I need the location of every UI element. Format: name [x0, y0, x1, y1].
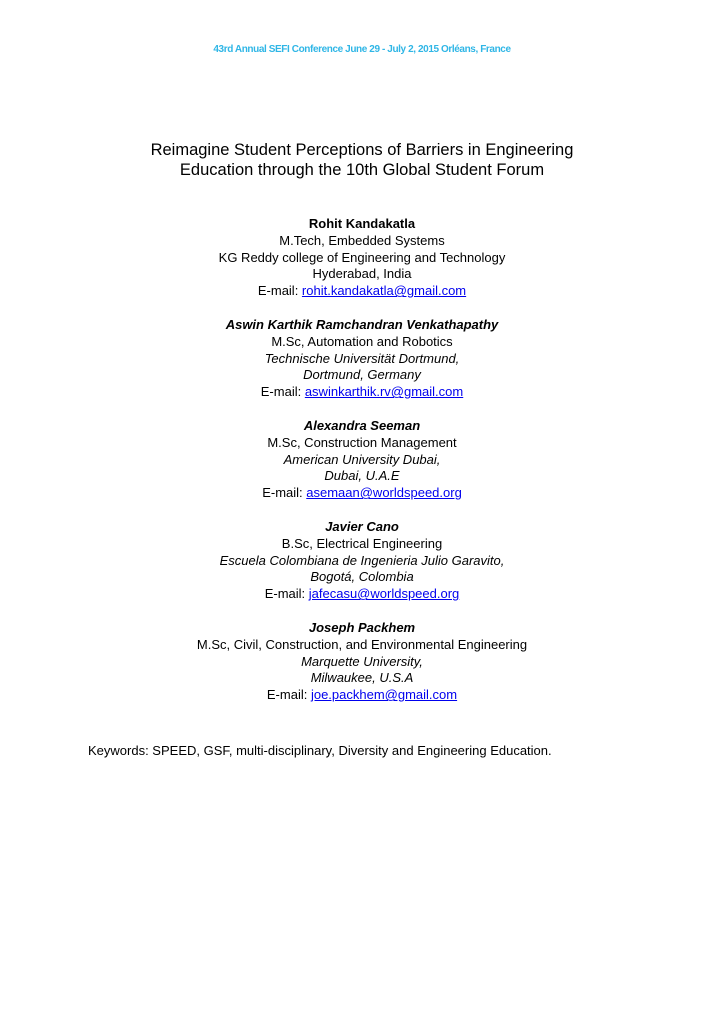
keywords-label: Keywords	[88, 743, 146, 758]
title-line-1: Reimagine Student Perceptions of Barriers in Engineering	[150, 141, 574, 159]
author-name: Alexandra Seeman	[303, 417, 421, 433]
author-block-packhem	[0, 620, 724, 704]
author-email-line	[0, 687, 724, 704]
author-block-cano	[0, 519, 724, 603]
author-location: Bogotá, Colombia	[310, 569, 414, 585]
author-block-venkathapathy	[0, 317, 724, 401]
author-email-line	[0, 283, 724, 300]
keywords-line	[88, 743, 688, 759]
conference-header: 43rd Annual SEFI Conference June 29 - July 2, 2015 Orléans, France	[213, 44, 511, 55]
author-affiliation: American University Dubai,	[283, 451, 441, 467]
author-degree: M.Sc, Construction Management	[267, 434, 457, 450]
author-degree: M.Sc, Civil, Construction, and Environmental Engineering	[196, 636, 528, 652]
email-label: E-mail:	[262, 485, 307, 501]
author-affiliation: KG Reddy college of Engineering and Technology	[218, 249, 506, 265]
email-link[interactable]: asemaan@worldspeed.org	[306, 485, 462, 501]
author-email-line	[0, 586, 724, 603]
author-affiliation: Escuela Colombiana de Ingenieria Julio Garavito,	[219, 552, 505, 568]
email-label: E-mail:	[266, 687, 311, 703]
author-location: Dortmund, Germany	[303, 367, 421, 383]
author-email-line	[0, 485, 724, 502]
paper-title	[60, 140, 664, 180]
email-label: E-mail:	[264, 586, 309, 602]
author-degree: M.Sc, Automation and Robotics	[271, 333, 453, 349]
author-location: Hyderabad, India	[312, 266, 412, 282]
author-email-line	[0, 384, 724, 401]
author-degree: B.Sc, Electrical Engineering	[281, 535, 443, 551]
email-label: E-mail:	[260, 384, 305, 400]
author-name: Rohit Kandakatla	[308, 216, 416, 231]
email-link[interactable]: jafecasu@worldspeed.org	[308, 586, 460, 602]
author-list	[0, 216, 724, 721]
keywords-text: : SPEED, GSF, multi-disciplinary, Diversity and Engineering Education.	[145, 743, 552, 758]
email-link[interactable]: rohit.kandakatla@gmail.com	[301, 283, 467, 299]
author-name: Aswin Karthik Ramchandran Venkathapathy	[225, 316, 499, 332]
email-label: E-mail:	[257, 283, 302, 299]
author-location: Milwaukee, U.S.A	[310, 670, 414, 686]
author-degree: M.Tech, Embedded Systems	[279, 232, 445, 248]
author-affiliation: Technische Universität Dortmund,	[264, 350, 460, 366]
author-affiliation: Marquette University,	[301, 653, 423, 669]
email-link[interactable]: aswinkarthik.rv@gmail.com	[304, 384, 464, 400]
author-location: Dubai, U.A.E	[324, 468, 400, 484]
author-block-seeman	[0, 418, 724, 502]
author-name: Joseph Packhem	[308, 619, 416, 635]
author-block-kandakatla	[0, 216, 724, 300]
author-name: Javier Cano	[325, 518, 399, 534]
email-link[interactable]: joe.packhem@gmail.com	[310, 687, 458, 703]
title-line-2: Education through the 10th Global Student Forum	[179, 161, 545, 179]
